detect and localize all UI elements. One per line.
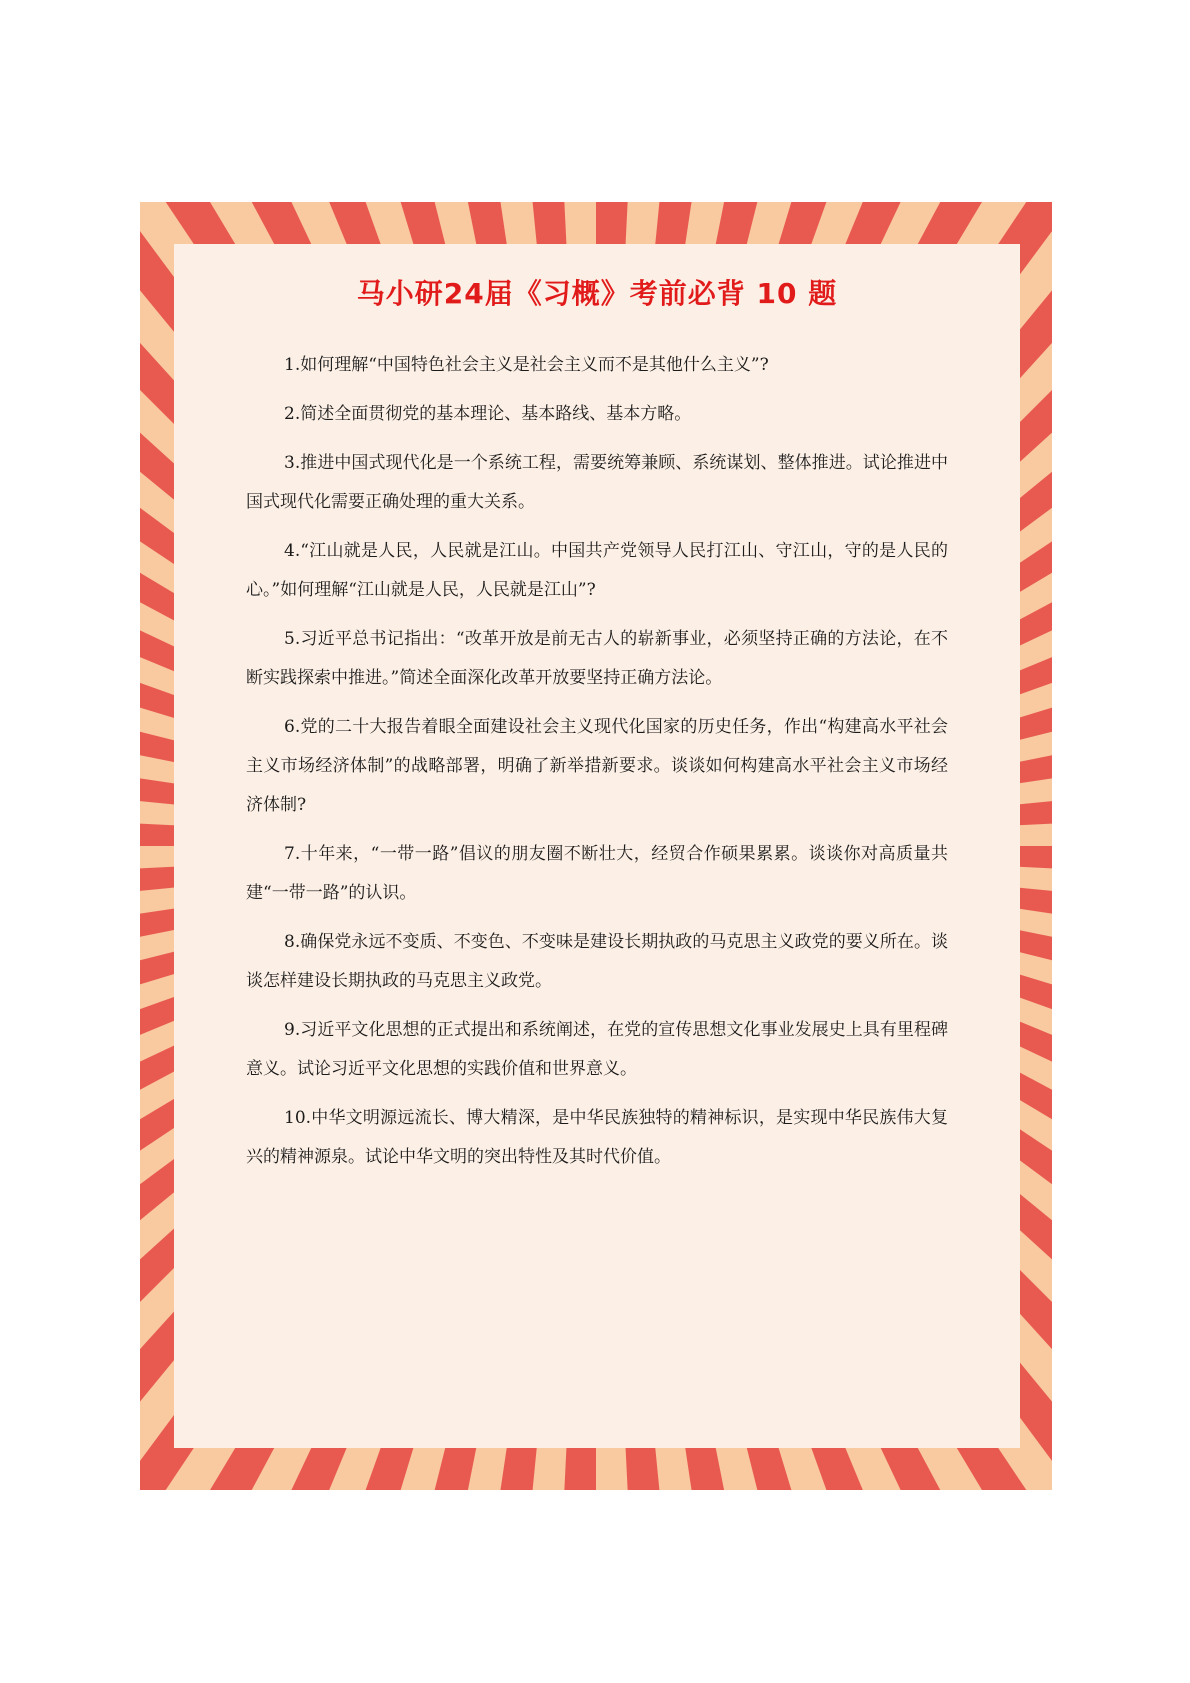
content-panel [174,244,1020,1448]
sunburst-border [140,202,1052,1490]
question-item: 9.习近平文化思想的正式提出和系统阐述，在党的宣传思想文化事业发展史上具有里程碑意义。试论习近平文化思想的实践价值和世界意义。 [246,1020,948,1079]
question-item: 2.简述全面贯彻党的基本理论、基本路线、基本方略。 [284,404,692,424]
question-item: 6.党的二十大报告着眼全面建设社会主义现代化国家的历史任务，作出“构建高水平社会主义市场经济体制”的战略部署，明确了新举措新要求。谈谈如何构建高水平社会主义市场经济体制? [246,717,948,815]
question-item: 7.十年来，“一带一路”倡议的朋友圈不断壮大，经贸合作硕果累累。谈谈你对高质量共建“一带一路”的认识。 [246,844,948,903]
question-item: 4.“江山就是人民，人民就是江山。中国共产党领导人民打江山、守江山，守的是人民的心。”如何理解“江山就是人民，人民就是江山”? [246,541,948,600]
question-item: 8.确保党永远不变质、不变色、不变味是建设长期执政的马克思主义政党的要义所在。谈谈怎样建设长期执政的马克思主义政党。 [246,932,948,991]
question-item: 3.推进中国式现代化是一个系统工程，需要统筹兼顾、系统谋划、整体推进。试论推进中国式现代化需要正确处理的重大关系。 [246,453,948,512]
question-item: 10.中华文明源远流长、博大精深，是中华民族独特的精神标识，是实现中华民族伟大复兴的精神源泉。试论中华文明的突出特性及其时代价值。 [246,1108,948,1167]
question-list [246,346,948,1177]
question-item: 5.习近平总书记指出：“改革开放是前无古人的崭新事业，必须坚持正确的方法论，在不断实践探索中推进。”简述全面深化改革开放要坚持正确方法论。 [246,629,948,688]
page-title: 马小研24届《习概》考前必背 10 题 [356,277,838,310]
question-item: 1.如何理解“中国特色社会主义是社会主义而不是其他什么主义”? [284,355,769,375]
